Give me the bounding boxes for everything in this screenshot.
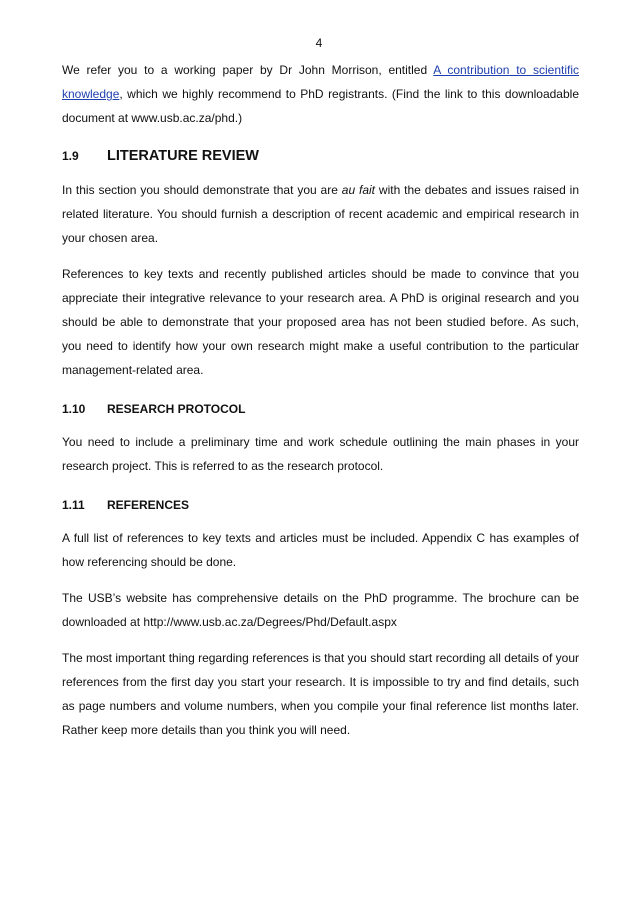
intro-text-2: , which we highly recommend to PhD registrants. (Find the link to this downloadable document at www.usb.ac.za/phd.) <box>62 87 579 125</box>
section-heading-literature-review <box>62 148 579 164</box>
section-title: LITERATURE REVIEW <box>107 148 259 164</box>
section-number: 1.10 <box>62 402 86 416</box>
references-paragraph-2: The USB’s website has comprehensive details on the PhD programme. The brochure can be downloaded at http://www.usb.ac.za/Degrees/Phd/Default.aspx <box>62 591 579 629</box>
section-heading-references <box>62 498 579 512</box>
section-heading-research-protocol <box>62 402 579 416</box>
section-number: 1.9 <box>62 149 79 163</box>
protocol-paragraph: You need to include a preliminary time and work schedule outlining the main phases in your research project. This is referred to as the research protocol. <box>62 435 579 473</box>
lit-review-italic: au fait <box>341 183 376 197</box>
section-title: RESEARCH PROTOCOL <box>107 402 246 416</box>
section-title: REFERENCES <box>107 498 190 512</box>
page-number: 4 <box>315 36 323 50</box>
lit-review-text-1: In this section you should demonstrate that you are <box>62 183 342 197</box>
working-paper-link[interactable]: A contribution to scientific knowledge <box>62 63 580 101</box>
references-paragraph-3: The most important thing regarding references is that you should start recording all details of your references from the first day you start your research. It is impossible to try and find details, such as page numbers and volume numbers, when you compile your final reference list months later. Rather keep more details than you think you will need. <box>62 651 579 737</box>
section-number: 1.11 <box>62 498 85 512</box>
lit-review-text-2: with the debates and issues raised in related literature. You should furnish a description of recent academic and empirical research in your chosen area. <box>62 183 579 245</box>
intro-paragraph <box>62 58 579 130</box>
lit-review-paragraph-1 <box>62 178 579 250</box>
lit-review-paragraph-2: References to key texts and recently published articles should be made to convince that you appreciate their integrative relevance to your research area. A PhD is original research and you should be able to demonstrate that your proposed area has not been studied before. As such, you need to identify how your own research might make a useful contribution to the particular management-related area. <box>62 267 579 377</box>
references-paragraph-1: A full list of references to key texts and articles must be included. Appendix C has examples of how referencing should be done. <box>62 531 579 569</box>
intro-text-1: We refer you to a working paper by Dr John Morrison, entitled <box>62 63 434 77</box>
document-body <box>62 58 579 742</box>
